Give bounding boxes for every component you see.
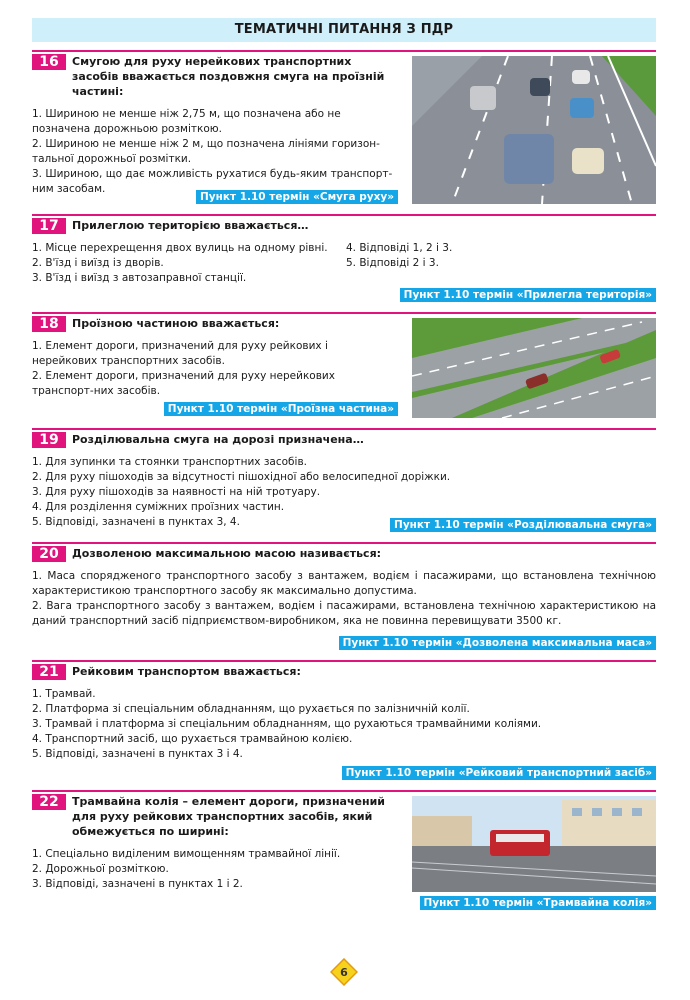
question-title: Проїзною частиною вважається: — [72, 317, 280, 330]
answer-option[interactable]: 3. Шириною, що дає можливість рухатися будь-яким транспорт-ним засобам. — [32, 168, 393, 195]
answer-option[interactable]: 3. В'їзд і виїзд з автозаправної станції. — [32, 272, 247, 284]
question-number: 16 — [32, 54, 66, 70]
question-header — [32, 428, 656, 447]
rule-reference: Пункт 1.10 термін «Проїзна частина» — [164, 402, 398, 416]
question-header — [32, 542, 656, 561]
question-number: 19 — [32, 432, 66, 448]
question-title: Прилеглою територією вважається… — [72, 219, 309, 232]
question-title: Трамвайна колія – елемент дороги, призначений для руху рейкових транспортних засобів, який обмежується по ширині: — [72, 795, 386, 838]
answer-list — [32, 847, 394, 892]
page-title: ТЕМАТИЧНІ ПИТАННЯ З ПДР — [32, 18, 656, 42]
road-lanes-illustration — [412, 56, 656, 204]
question-21 — [32, 660, 656, 782]
rule-reference: Пункт 1.10 термін «Дозволена максимальна маса» — [339, 636, 656, 650]
tram-track-illustration — [412, 796, 656, 892]
rule-reference: Пункт 1.10 термін «Рейковий транспортний засіб» — [342, 766, 656, 780]
answer-option[interactable]: 2. Дорожньої розміткою. — [32, 863, 169, 875]
question-header — [32, 660, 656, 679]
answer-option[interactable]: 1. Маса спорядженого транспортного засобу з вантажем, водієм і пасажирами, що встановлена технічною характеристикою транспортного засобу як максимально допустима. — [32, 570, 656, 597]
answer-list — [32, 107, 394, 197]
question-number: 21 — [32, 664, 66, 680]
question-title: Розділювальна смуга на дорозі призначена… — [72, 433, 364, 446]
answer-option[interactable]: 5. Відповіді, зазначені в пунктах 3, 4. — [32, 516, 240, 528]
rule-reference: Пункт 1.10 термін «Трамвайна колія» — [420, 896, 657, 910]
question-title: Рейковим транспортом вважається: — [72, 665, 301, 678]
rule-reference: Пункт 1.10 термін «Прилегла територія» — [400, 288, 656, 302]
answer-option[interactable]: 4. Відповіді 1, 2 і 3. — [346, 242, 453, 254]
answer-list — [32, 569, 656, 629]
answer-option[interactable]: 2. Платформа зі спеціальним обладнанням, що рухається по залізничній колії. — [32, 703, 470, 715]
answer-option[interactable]: 2. Шириною не менше ніж 2 м, що позначена лініями горизон-тальної дорожньої розмітки. — [32, 138, 380, 165]
page-number-badge — [330, 958, 358, 986]
answer-list — [32, 687, 656, 762]
question-number: 22 — [32, 794, 66, 810]
question-20 — [32, 542, 656, 652]
rule-reference: Пункт 1.10 термін «Смуга руху» — [196, 190, 398, 204]
question-18 — [32, 312, 656, 420]
answer-list — [32, 339, 394, 399]
answer-option[interactable]: 5. Відповіді, зазначені в пунктах 3 і 4. — [32, 748, 243, 760]
answer-option[interactable]: 2. Елемент дороги, призначений для руху нерейкових транспорт-них засобів. — [32, 370, 335, 397]
page-number: 6 — [340, 966, 348, 979]
answer-option[interactable]: 5. Відповіді 2 і 3. — [346, 257, 439, 269]
question-16 — [32, 50, 656, 206]
question-header — [32, 214, 656, 233]
carriageway-illustration — [412, 318, 656, 418]
answer-option[interactable]: 1. Шириною не менше ніж 2,75 м, що позначена або не позначена дорожньою розміткою. — [32, 108, 341, 135]
answer-option[interactable]: 1. Спеціально виділеним вимощенням трамвайної лінії. — [32, 848, 341, 860]
question-title: Смугою для руху нерейкових транспортних засобів вважається поздовжня смуга на проїзній частині: — [72, 55, 385, 98]
answer-option[interactable]: 4. Для розділення суміжних проїзних частин. — [32, 501, 285, 513]
answer-option[interactable]: 3. Для руху пішоходів за наявності на ній тротуару. — [32, 486, 321, 498]
answer-option[interactable]: 2. В'їзд і виїзд із дворів. — [32, 257, 164, 269]
answer-option[interactable]: 1. Для зупинки та стоянки транспортних засобів. — [32, 456, 307, 468]
answer-option[interactable]: 2. Для руху пішоходів за відсутності пішохідної або велосипедної доріжки. — [32, 471, 451, 483]
answer-list — [32, 241, 656, 286]
answer-option[interactable]: 2. Вага транспортного засобу з вантажем, водієм і пасажирами, встановлена технічною характеристикою на даний транспортний засіб підприємством-виробником, яка не повинна перевищувати 3500 кг. — [32, 600, 656, 627]
answer-option[interactable]: 3. Трамвай і платформа зі спеціальним обладнанням, що рухаються трамвайними коліями. — [32, 718, 542, 730]
question-22 — [32, 790, 656, 914]
question-number: 20 — [32, 546, 66, 562]
question-number: 17 — [32, 218, 66, 234]
question-19 — [32, 428, 656, 534]
answer-option[interactable]: 1. Місце перехрещення двох вулиць на одному рівні. — [32, 242, 328, 254]
answer-option[interactable]: 4. Транспортний засіб, що рухається трамвайною колією. — [32, 733, 353, 745]
answer-option[interactable]: 3. Відповіді, зазначені в пунктах 1 і 2. — [32, 878, 243, 890]
answer-option[interactable]: 1. Трамвай. — [32, 688, 96, 700]
rule-reference: Пункт 1.10 термін «Розділювальна смуга» — [390, 518, 656, 532]
answer-option[interactable]: 1. Елемент дороги, призначений для руху рейкових і нерейкових транспортних засобів. — [32, 340, 328, 367]
question-number: 18 — [32, 316, 66, 332]
question-title: Дозволеною максимальною масою називається: — [72, 547, 382, 560]
question-17 — [32, 214, 656, 304]
